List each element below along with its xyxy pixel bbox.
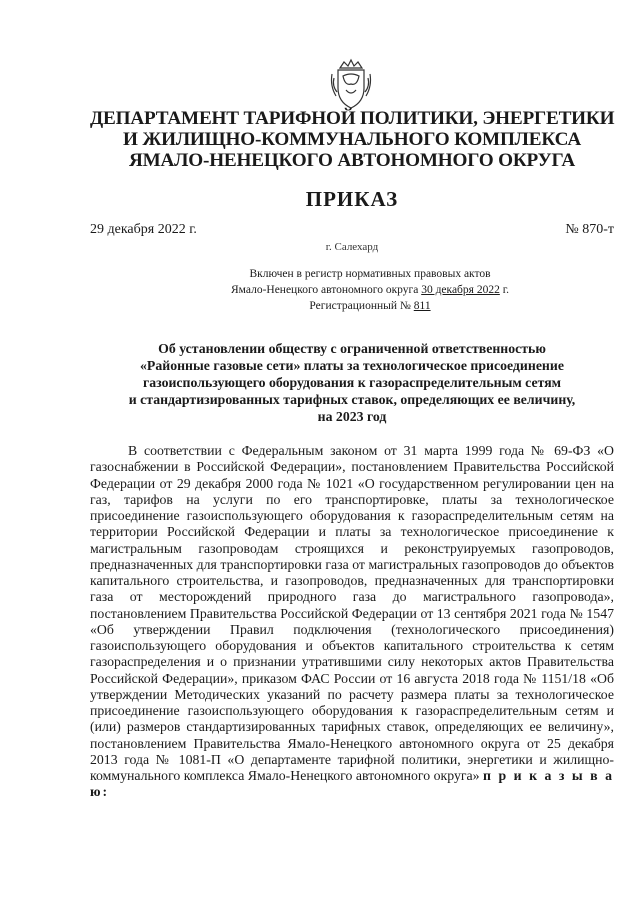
registry-note — [150, 266, 590, 314]
order-closing: п р и к а з ы в а ю: — [90, 768, 615, 800]
registry-line-2 — [150, 282, 590, 298]
subject-line: Об установлении обществу с ограниченной ответственностью — [158, 341, 546, 356]
department-line: И ЖИЛИЩНО-КОММУНАЛЬНОГО КОМПЛЕКСА — [123, 129, 581, 150]
registry-region: Ямало-Ненецкого автономного округа — [231, 284, 422, 296]
registry-line-3 — [150, 298, 590, 314]
department-line: ЯМАЛО-НЕНЕЦКОГО АВТОНОМНОГО ОКРУГА — [128, 150, 576, 171]
registry-date-suffix: г. — [499, 284, 509, 296]
subject-line: газоиспользующего оборудования к газораспределительным сетям — [142, 375, 562, 390]
registry-date: 30 декабря 2022 — [421, 284, 500, 296]
order-date: 29 декабря 2022 г. — [90, 222, 197, 237]
registry-number: 811 — [413, 300, 431, 312]
order-subject — [90, 340, 614, 425]
preamble-text: В соответствии с Федеральным законом от 31 марта 1999 года № 69-ФЗ «О газоснабжении в Российской Федерации», постановлением Правительства Российской Федерации от 29 декабря 2000 года № 1021 «О государственном регулировании цен на газ, тарифов на услуги по его транспортировке, платы за технологическое присоединение газоиспользующего оборудования к газораспределительным сетям на территории Российской Федерации и платы за технологическое присоединение к магистральным газопроводам строящихся и реконструируемых газопроводов, предназначенных для транспортировки газа от магистральных газопроводов до объектов капитального строительства, и газопроводов, предназначенных для транспортировки газа от месторождений природного газа до магистрального газопровода», постановлением Правительства Российской Федерации от 13 сентября 2021 года № 1547 «Об утверждении Правил подключения (технологического присоединения) газоиспользующего оборудования и объектов капитального строительства к сетям газораспределения и о признании утратившими силу некоторых актов Правительства Российской Федерации», приказом ФАС России от 16 августа 2018 года № 1151/18 «Об утверждении Методических указаний по расчету размера платы за технологическое присоединение газоиспользующего оборудования к газораспределительным сетям и (или) размеров стандартизированных тарифных ставок, определяющих ее величину», постановлением Правительства Ямало-Ненецкого автономного округа от 25 декабря 2013 года № 1081-П «О департаменте тарифной политики, энергетики и жилищно-коммунального комплекса Ямало-Ненецкого автономного округа» — [90, 443, 614, 783]
date-number-line — [90, 222, 614, 240]
subject-line: и стандартизированных тарифных ставок, определяющих ее величину, — [128, 392, 576, 407]
preamble-paragraph — [90, 443, 614, 801]
body-text — [90, 443, 614, 801]
subject-line: на 2023 год — [317, 409, 387, 424]
department-name — [90, 108, 614, 171]
order-number: № 870-т — [565, 222, 614, 237]
order-title: ПРИКАЗ — [305, 187, 399, 211]
department-line: ДЕПАРТАМЕНТ ТАРИФНОЙ ПОЛИТИКИ, ЭНЕРГЕТИКИ — [90, 108, 615, 129]
subject-line: «Районные газовые сети» платы за технологическое присоединение — [140, 358, 564, 373]
registry-line-1: Включен в регистр нормативных правовых актов — [249, 268, 491, 280]
city: г. Салехард — [325, 241, 379, 253]
registry-number-label: Регистрационный № — [309, 300, 414, 312]
coat-of-arms-emblem — [328, 56, 374, 110]
